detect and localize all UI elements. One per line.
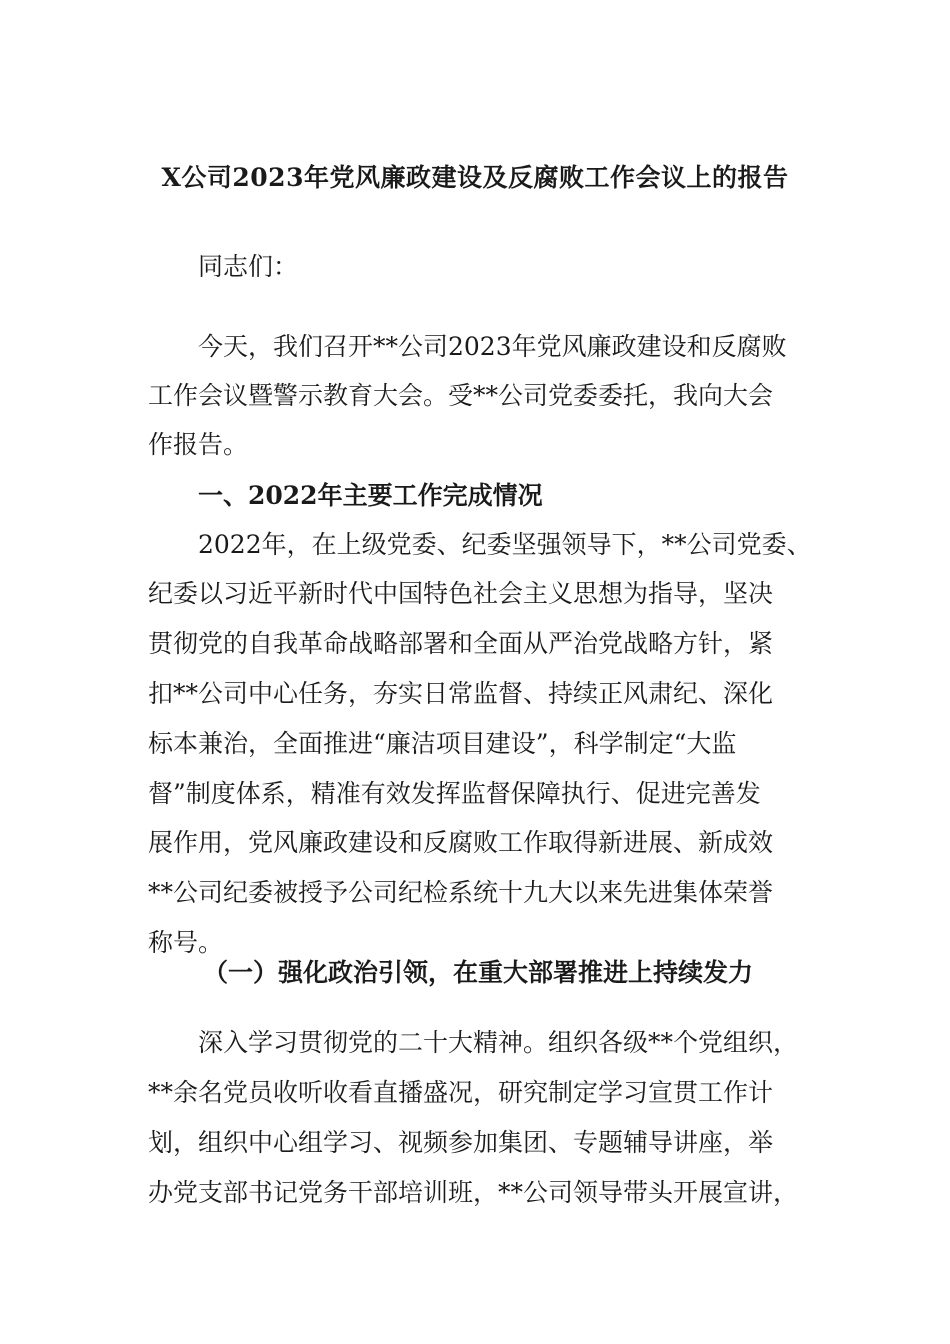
- subsection-heading: （一）强化政治引领，在重大部署推进上持续发力: [203, 958, 754, 987]
- section-heading: 一、2022年主要工作完成情况: [198, 481, 543, 510]
- paragraph-line: 深入学习贯彻党的二十大精神。组织各级**个党组织，: [198, 1028, 799, 1057]
- paragraph-line: 称号。: [148, 928, 224, 957]
- paragraph-line: 扣**公司中心任务，夯实日常监督、持续正风肃纪、深化: [148, 679, 774, 708]
- paragraph-line: 督”制度体系，精准有效发挥监督保障执行、促进完善发: [148, 779, 761, 808]
- salutation: 同志们：: [198, 252, 299, 281]
- paragraph-line: 贯彻党的自我革命战略部署和全面从严治党战略方针，紧: [148, 629, 774, 658]
- paragraph-line: 2022年，在上级党委、纪委坚强领导下，**公司党委、: [198, 530, 812, 559]
- intro-line: 工作会议暨警示教育大会。受**公司党委委托，我向大会: [148, 381, 774, 410]
- paragraph-line: **余名党员收听收看直播盛况，研究制定学习宣贯工作计: [148, 1078, 774, 1107]
- paragraph-line: **公司纪委被授予公司纪检系统十九大以来先进集体荣誉: [148, 878, 774, 907]
- paragraph-line: 展作用，党风廉政建设和反腐败工作取得新进展、新成效: [148, 828, 774, 857]
- document-title: X公司2023年党风廉政建设及反腐败工作会议上的报告: [161, 163, 789, 192]
- paragraph-line: 办党支部书记党务干部培训班，**公司领导带头开展宣讲，: [148, 1178, 799, 1207]
- paragraph-line: 纪委以习近平新时代中国特色社会主义思想为指导，坚决: [148, 579, 774, 608]
- paragraph-line: 标本兼治，全面推进“廉洁项目建设”，科学制定“大监: [148, 729, 737, 758]
- intro-line: 今天，我们召开**公司2023年党风廉政建设和反腐败: [198, 332, 787, 361]
- paragraph-line: 划，组织中心组学习、视频参加集团、专题辅导讲座，举: [148, 1128, 774, 1157]
- intro-line: 作报告。: [148, 430, 249, 459]
